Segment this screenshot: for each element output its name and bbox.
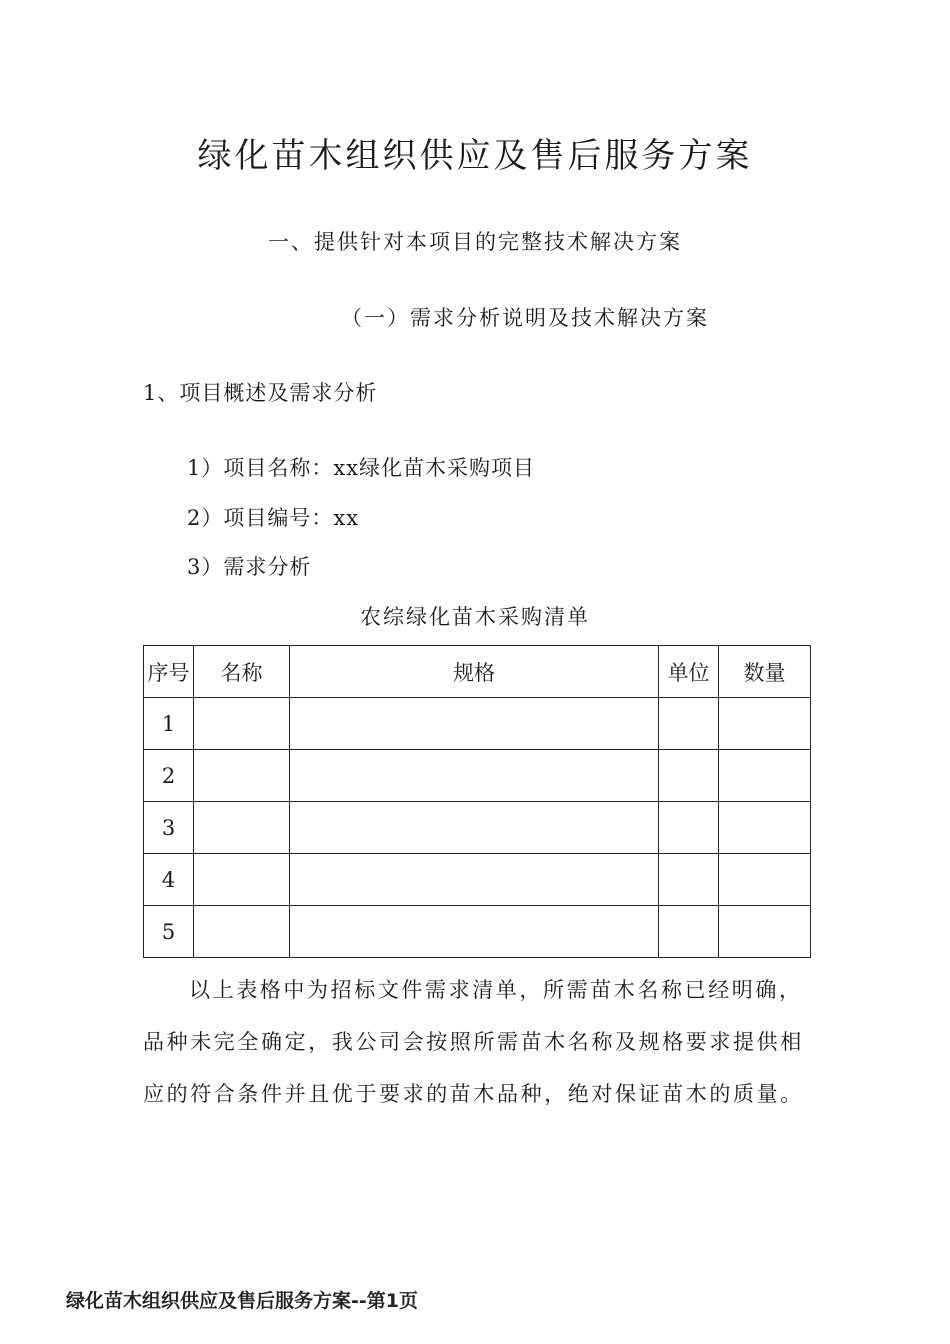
cell-name: [194, 802, 290, 854]
table-header-row: [144, 646, 811, 698]
header-unit: 单位: [659, 646, 719, 698]
cell-name: [194, 698, 290, 750]
cell-spec: [290, 802, 659, 854]
cell-quantity: [719, 906, 811, 958]
list-item-project-number: 2）项目编号：xx: [187, 506, 360, 530]
table-row: [144, 854, 811, 906]
cell-quantity: [719, 750, 811, 802]
cell-spec: [290, 750, 659, 802]
list-item-project-name: 1）项目名称：xx绿化苗木采购项目: [187, 456, 536, 480]
cell-quantity: [719, 802, 811, 854]
cell-spec: [290, 906, 659, 958]
section-heading-1: 一、提供针对本项目的完整技术解决方案: [268, 230, 682, 254]
cell-index: 5: [144, 906, 194, 958]
table-row: [144, 802, 811, 854]
cell-index: 1: [144, 698, 194, 750]
section-heading-1-1-1: 1、项目概述及需求分析: [143, 381, 378, 405]
cell-name: [194, 750, 290, 802]
header-spec: 规格: [290, 646, 659, 698]
cell-index: 4: [144, 854, 194, 906]
page-footer: 绿化苗木组织供应及售后服务方案--第1页: [66, 1290, 418, 1312]
body-paragraph: 以上表格中为招标文件需求清单，所需苗木名称已经明确，品种未完全确定，我公司会按照所需苗木名称及规格要求提供相应的符合条件并且优于要求的苗木品种，绝对保证苗木的质量。: [143, 978, 804, 1106]
section-heading-1-1: （一）需求分析说明及技术解决方案: [341, 306, 709, 330]
table-row: [144, 750, 811, 802]
cell-quantity: [719, 854, 811, 906]
document-title: 绿化苗木组织供应及售后服务方案: [197, 136, 753, 176]
cell-quantity: [719, 698, 811, 750]
header-quantity: 数量: [719, 646, 811, 698]
cell-unit: [659, 854, 719, 906]
cell-unit: [659, 698, 719, 750]
cell-unit: [659, 802, 719, 854]
header-name: 名称: [194, 646, 290, 698]
cell-index: 2: [144, 750, 194, 802]
cell-spec: [290, 854, 659, 906]
cell-index: 3: [144, 802, 194, 854]
table-caption: 农综绿化苗木采购清单: [360, 605, 590, 629]
procurement-table: [143, 645, 811, 958]
cell-unit: [659, 906, 719, 958]
cell-name: [194, 854, 290, 906]
header-index: 序号: [144, 646, 194, 698]
table-row: [144, 906, 811, 958]
cell-spec: [290, 698, 659, 750]
list-item-requirement-analysis: 3）需求分析: [187, 555, 312, 579]
cell-name: [194, 906, 290, 958]
table-row: [144, 698, 811, 750]
cell-unit: [659, 750, 719, 802]
